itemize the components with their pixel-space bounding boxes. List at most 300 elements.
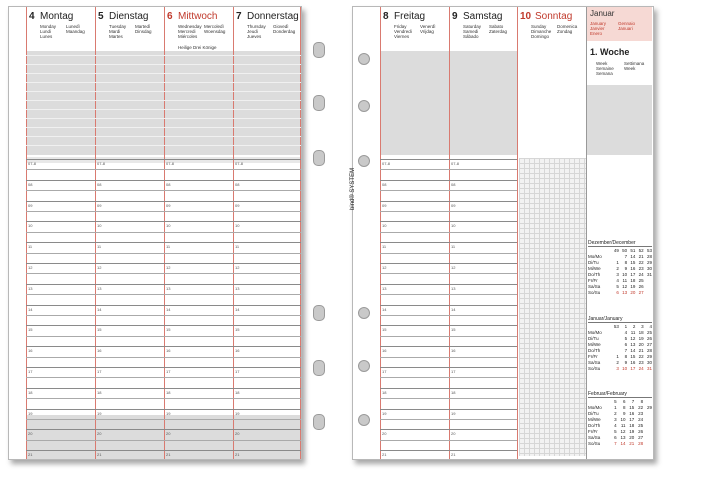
calendar-day[interactable]: 13: [620, 435, 626, 440]
brand-label: bind® SYSTEM: [350, 167, 356, 210]
day-header[interactable]: [449, 7, 517, 51]
half-hour-line: [380, 232, 517, 233]
calendar-day[interactable]: 25: [638, 423, 644, 428]
hour-label: 16: [451, 348, 456, 354]
hour-label: 09: [166, 202, 171, 208]
calendar-day[interactable]: 14: [620, 441, 626, 446]
hour-label: 21: [166, 452, 171, 458]
half-hour-line: [380, 440, 517, 441]
calendar-day[interactable]: [643, 441, 652, 447]
hour-label: 13: [28, 285, 33, 291]
day-number: 6: [167, 11, 173, 22]
hour-label: 21: [235, 452, 240, 458]
hour-label: 20: [235, 431, 240, 437]
calendar-day[interactable]: 28: [646, 348, 652, 353]
hour-label: 13: [382, 285, 387, 291]
half-hour-line: [26, 211, 301, 212]
calendar-day[interactable]: 12: [630, 336, 636, 341]
calendar-day[interactable]: 25: [638, 278, 644, 283]
calendar-day[interactable]: 15: [630, 354, 636, 359]
hour-line: [26, 221, 301, 222]
calendar-day[interactable]: 16: [629, 411, 635, 416]
calendar-day[interactable]: 29: [646, 354, 652, 359]
ring-hole: [358, 100, 370, 112]
hour-label: 12: [28, 265, 33, 270]
calendar-day[interactable]: 3: [616, 272, 619, 277]
calendar-day[interactable]: 23: [638, 411, 644, 416]
half-hour-line: [26, 440, 301, 441]
hour-label: 11: [235, 244, 240, 250]
calendar-day[interactable]: 17: [629, 417, 635, 422]
calendar-day[interactable]: 18: [630, 278, 636, 283]
half-hour-line: [380, 294, 517, 295]
week-title: 1. Woche: [590, 47, 630, 57]
hour-line: [26, 159, 301, 160]
weekday-label: Fr/Fr: [588, 354, 598, 359]
calendar-day[interactable]: 24: [638, 417, 644, 422]
hour-line: [380, 242, 517, 243]
hour-label: 10: [451, 223, 456, 229]
calendar-day[interactable]: 11: [620, 423, 626, 428]
calendar-day[interactable]: 13: [622, 290, 628, 295]
calendar-day[interactable]: 21: [638, 348, 644, 353]
calendar-day[interactable]: 8: [622, 405, 626, 410]
calendar-day[interactable]: 5: [616, 284, 619, 289]
calendar-day[interactable]: 11: [622, 278, 628, 283]
calendar-day[interactable]: 26: [646, 336, 652, 341]
hour-label: 20: [451, 431, 456, 437]
weekday-label: So/Su: [588, 366, 601, 371]
hour-line: [26, 201, 301, 202]
calendar-day[interactable]: 5: [624, 336, 628, 341]
calendar-day[interactable]: 2: [616, 266, 619, 271]
week-number: 6: [622, 399, 626, 404]
hour-label: 19: [28, 410, 33, 416]
week-number: 50: [622, 248, 628, 253]
calendar-day[interactable]: 19: [630, 284, 636, 289]
day-name-translation: Maandag: [66, 29, 85, 34]
calendar-day[interactable]: 15: [630, 260, 636, 265]
hour-label: 08: [451, 181, 456, 187]
half-hour-line: [380, 419, 517, 420]
calendar-day[interactable]: 29: [646, 260, 652, 265]
hour-label: 18: [166, 389, 171, 395]
hour-label: 19: [166, 410, 171, 416]
day-name-translation: Sabato: [489, 24, 504, 29]
weekday-label: Sa/Sa: [588, 360, 601, 365]
hour-label: 15: [451, 327, 456, 333]
calendar-day[interactable]: 16: [630, 360, 636, 365]
hour-line: [26, 180, 301, 181]
calendar-day[interactable]: 7: [624, 348, 628, 353]
half-hour-line: [380, 357, 517, 358]
calendar-day[interactable]: 17: [630, 272, 636, 277]
calendar-day[interactable]: 2: [616, 360, 619, 365]
calendar-day[interactable]: 20: [630, 290, 636, 295]
calendar-day[interactable]: 1: [616, 260, 619, 265]
weekday-label: Do/Th: [588, 272, 601, 277]
hour-label: 09: [235, 202, 240, 208]
day-name-translation: Donderdag: [273, 29, 296, 34]
mini-calendar-row: [588, 290, 652, 296]
day-header[interactable]: [26, 7, 94, 51]
day-name-translation: Lunes: [40, 34, 53, 39]
month-translation: January: [590, 21, 607, 26]
half-hour-line: [380, 398, 517, 399]
calendar-day[interactable]: 12: [620, 429, 626, 434]
hour-line: [380, 305, 517, 306]
day-name-translation: Zondag: [557, 29, 573, 34]
day-name-translation: Sábado: [463, 34, 479, 39]
hour-label: 15: [166, 327, 171, 333]
weekday-label: So/Su: [588, 441, 601, 446]
calendar-day[interactable]: 22: [638, 354, 644, 359]
mini-calendar-table: [588, 399, 652, 447]
day-column-divider: [586, 7, 587, 459]
notes-line: [26, 100, 301, 101]
calendar-day[interactable]: 11: [630, 330, 636, 335]
hour-label: 19: [235, 410, 240, 416]
calendar-day[interactable]: 20: [638, 342, 644, 347]
calendar-day[interactable]: 10: [622, 272, 628, 277]
hour-label: 19: [97, 410, 102, 416]
calendar-day[interactable]: 27: [638, 435, 644, 440]
week-number: 53: [613, 324, 619, 329]
top-notes-area: [26, 51, 300, 155]
half-hour-line: [380, 169, 517, 170]
left-page: [8, 6, 302, 460]
notes-line: [26, 64, 301, 65]
calendar-day[interactable]: 26: [638, 284, 644, 289]
day-name-translation: Mercoledì: [204, 24, 224, 29]
half-hour-line: [26, 232, 301, 233]
ring-hole: [358, 307, 370, 319]
hour-line: [380, 159, 517, 160]
hour-label: 17: [97, 369, 102, 374]
week-number: 51: [630, 248, 636, 253]
calendar-day[interactable]: 19: [629, 429, 635, 434]
calendar-day[interactable]: 8: [624, 260, 628, 265]
hour-label: 14: [28, 306, 33, 312]
day-name: Samstag: [463, 11, 503, 22]
hour-band: [26, 157, 300, 163]
hour-label: 13: [166, 285, 171, 291]
day-name-translation: Domingo: [531, 34, 550, 39]
calendar-day[interactable]: 30: [646, 360, 652, 365]
calendar-day[interactable]: 10: [620, 417, 626, 422]
calendar-day[interactable]: 1: [614, 405, 617, 410]
day-header[interactable]: [380, 7, 448, 51]
day-name-translation: Dimanche: [531, 29, 552, 34]
calendar-day[interactable]: 6: [614, 435, 617, 440]
calendar-day[interactable]: 22: [638, 405, 644, 410]
mini-calendar: [588, 316, 652, 372]
hour-label: 15: [235, 327, 240, 333]
calendar-day[interactable]: 4: [614, 423, 617, 428]
day-name-translation: Dinsdag: [135, 29, 152, 34]
calendar-day[interactable]: 17: [630, 366, 636, 371]
hour-line: [380, 201, 517, 202]
hour-label: 09: [382, 202, 387, 208]
hour-label: 11: [451, 244, 456, 250]
calendar-day[interactable]: 9: [624, 266, 628, 271]
ring-hole: [313, 360, 325, 376]
hour-label: 07-8: [235, 161, 244, 166]
half-hour-line: [26, 294, 301, 295]
day-name-translation: Martes: [109, 34, 123, 39]
calendar-day[interactable]: 19: [638, 336, 644, 341]
day-header[interactable]: [95, 7, 163, 51]
hour-line: [380, 221, 517, 222]
calendar-day[interactable]: 21: [629, 441, 635, 446]
day-column-divider: [380, 7, 381, 459]
week-number: 53: [646, 248, 652, 253]
ring-hole: [358, 155, 370, 167]
week-number: 2: [632, 324, 636, 329]
hour-label: 21: [28, 452, 33, 458]
day-name: Donnerstag: [247, 11, 299, 22]
hour-label: 11: [166, 244, 171, 250]
calendar-day[interactable]: 27: [638, 290, 644, 295]
weekday-label: Sa/Sa: [588, 284, 601, 289]
calendar-day[interactable]: 3: [616, 366, 619, 371]
hour-label: 07-8: [28, 161, 37, 166]
ring-hole: [313, 150, 325, 166]
calendar-day[interactable]: 3: [614, 417, 617, 422]
notes-line: [26, 109, 301, 110]
weekday-label: Do/Th: [588, 423, 601, 428]
calendar-day[interactable]: 18: [629, 423, 635, 428]
weekday-label: Mo/Mo: [588, 405, 602, 410]
day-name-translation: Giovedì: [273, 24, 289, 29]
day-name-translation: Jeudi: [247, 29, 258, 34]
calendar-day[interactable]: 29: [646, 405, 652, 410]
calendar-day[interactable]: 23: [638, 360, 644, 365]
notes-line: [26, 55, 301, 56]
weekday-label: Fr/Fr: [588, 278, 598, 283]
hour-line: [26, 346, 301, 347]
hour-label: 19: [451, 410, 456, 416]
week-number: 3: [641, 324, 644, 329]
half-hour-line: [380, 377, 517, 378]
hour-label: 12: [382, 265, 387, 270]
half-hour-line: [26, 273, 301, 274]
day-name-translation: Friday: [394, 24, 407, 29]
hour-label: 15: [28, 327, 33, 333]
hour-label: 15: [97, 327, 102, 333]
hour-label: 16: [235, 348, 240, 354]
hour-label: 12: [97, 265, 102, 270]
weekday-label: Mi/We: [588, 342, 601, 347]
calendar-day[interactable]: 22: [638, 260, 644, 265]
day-column-divider: [95, 7, 96, 459]
calendar-day[interactable]: 7: [624, 254, 628, 259]
hour-line: [380, 325, 517, 326]
hour-label: 13: [97, 285, 102, 291]
calendar-day[interactable]: 14: [630, 254, 636, 259]
calendar-day[interactable]: 7: [614, 441, 617, 446]
day-header[interactable]: [233, 7, 301, 51]
hour-label: 07-8: [451, 161, 460, 166]
calendar-day[interactable]: 31: [646, 366, 652, 371]
hour-line: [26, 305, 301, 306]
half-hour-line: [26, 357, 301, 358]
calendar-day[interactable]: 10: [622, 366, 628, 371]
calendar-day[interactable]: 9: [624, 360, 628, 365]
day-name-translation: Sunday: [531, 24, 547, 29]
hour-line: [26, 450, 301, 451]
week-translation: Week: [624, 66, 636, 71]
calendar-day[interactable]: 31: [646, 272, 652, 277]
hour-label: 08: [28, 181, 33, 187]
hour-label: 19: [382, 410, 387, 416]
hour-label: 16: [166, 348, 171, 354]
day-name: Sonntag: [535, 11, 573, 22]
calendar-day[interactable]: 28: [638, 441, 644, 446]
hour-label: 10: [97, 223, 102, 229]
hour-line: [26, 388, 301, 389]
calendar-day[interactable]: 5: [614, 429, 617, 434]
hour-label: 18: [382, 389, 387, 395]
day-column-divider: [449, 7, 450, 459]
weekday-label: Mo/Mo: [588, 254, 602, 259]
day-name-translation: Woensdag: [204, 29, 226, 34]
ring-hole: [313, 42, 325, 58]
hour-label: 14: [382, 306, 387, 312]
weekday-label: Di/Tu: [588, 336, 599, 341]
calendar-day[interactable]: 25: [646, 330, 652, 335]
ring-hole: [358, 53, 370, 65]
calendar-day[interactable]: 13: [630, 342, 636, 347]
day-number: 7: [236, 11, 242, 22]
calendar-day[interactable]: 14: [630, 348, 636, 353]
week-number: 49: [613, 248, 619, 253]
calendar-day[interactable]: 4: [624, 330, 628, 335]
hour-line: [380, 180, 517, 181]
hour-label: 16: [28, 348, 33, 354]
weekday-label: So/Su: [588, 290, 601, 295]
calendar-day[interactable]: 23: [638, 266, 644, 271]
hour-label: 09: [97, 202, 102, 208]
calendar-day[interactable]: 12: [622, 284, 628, 289]
hour-label: 17: [166, 369, 171, 374]
day-column-divider: [300, 7, 301, 459]
day-name-translation: Mardi: [109, 29, 121, 34]
notes-line: [26, 82, 301, 83]
weekday-label: Mi/We: [588, 266, 601, 271]
calendar-day[interactable]: 15: [629, 405, 635, 410]
half-hour-line: [26, 398, 301, 399]
bottom-notes-area: [26, 415, 300, 459]
weekday-label: Fr/Fr: [588, 429, 598, 434]
hour-label: 14: [235, 306, 240, 312]
hour-label: 08: [97, 181, 102, 187]
hour-label: 16: [382, 348, 387, 354]
half-hour-line: [26, 169, 301, 170]
ring-hole: [313, 95, 325, 111]
hour-label: 20: [382, 431, 387, 437]
calendar-day[interactable]: 9: [622, 411, 626, 416]
week-header: [588, 45, 650, 81]
ring-hole: [358, 360, 370, 372]
day-header[interactable]: [164, 7, 232, 51]
day-name: Freitag: [394, 11, 426, 22]
half-hour-line: [26, 419, 301, 420]
day-number: 5: [98, 11, 104, 22]
hour-label: 15: [382, 327, 387, 333]
calendar-day[interactable]: [644, 290, 652, 296]
calendar-day[interactable]: 2: [614, 411, 617, 416]
day-column-divider: [517, 7, 518, 459]
calendar-day[interactable]: 21: [638, 254, 644, 259]
weekday-label: Mo/Mo: [588, 330, 602, 335]
day-name-translation: Saturday: [463, 24, 482, 29]
hour-line: [380, 367, 517, 368]
hour-line: [380, 388, 517, 389]
calendar-day[interactable]: 6: [616, 290, 619, 295]
hour-line: [380, 346, 517, 347]
hour-line: [26, 284, 301, 285]
hour-label: 11: [382, 244, 387, 250]
week-translation: Settimana: [624, 61, 645, 66]
month-header: [588, 9, 650, 39]
calendar-day[interactable]: 26: [638, 429, 644, 434]
calendar-day[interactable]: 16: [630, 266, 636, 271]
calendar-day[interactable]: 24: [638, 366, 644, 371]
hour-label: 20: [97, 431, 102, 437]
calendar-day[interactable]: 6: [624, 342, 628, 347]
day-name-translation: Venerdì: [420, 24, 436, 29]
half-hour-line: [380, 253, 517, 254]
mini-calendar-title: Februar/February: [588, 391, 652, 398]
weekday-label: Do/Th: [588, 348, 601, 353]
calendar-day[interactable]: 28: [646, 254, 652, 259]
month-translation: Enero: [590, 31, 603, 36]
right-page: [352, 6, 654, 460]
day-name-translation: Jueves: [247, 34, 262, 39]
hour-label: 13: [235, 285, 240, 291]
day-name-translation: Lundi: [40, 29, 52, 34]
hour-label: 12: [235, 265, 240, 270]
day-name-translation: Viernes: [394, 34, 410, 39]
ring-hole: [313, 414, 325, 430]
weekday-label: Mi/We: [588, 417, 601, 422]
week-number: 7: [631, 399, 635, 404]
calendar-day[interactable]: 24: [638, 272, 644, 277]
calendar-day[interactable]: 4: [616, 278, 619, 283]
calendar-day[interactable]: 8: [624, 354, 628, 359]
calendar-day[interactable]: 27: [646, 342, 652, 347]
half-hour-line: [26, 190, 301, 191]
calendar-day[interactable]: 20: [629, 435, 635, 440]
calendar-day[interactable]: 18: [638, 330, 644, 335]
calendar-day[interactable]: 30: [646, 266, 652, 271]
week-number: 5: [614, 399, 617, 404]
week-translation: Semaine: [596, 66, 614, 71]
hour-label: 10: [28, 223, 33, 229]
hour-label: 10: [235, 223, 240, 229]
calendar-day[interactable]: 1: [616, 354, 619, 359]
day-name-translation: Samedi: [463, 29, 479, 34]
mini-calendar-table: [588, 248, 652, 296]
day-column-divider: [233, 7, 234, 459]
half-hour-line: [26, 377, 301, 378]
hour-label: 08: [166, 181, 171, 187]
day-header[interactable]: [517, 7, 585, 51]
hour-label: 21: [451, 452, 456, 458]
hour-label: 14: [166, 306, 171, 312]
day-name-translation: Zaterdag: [489, 29, 508, 34]
